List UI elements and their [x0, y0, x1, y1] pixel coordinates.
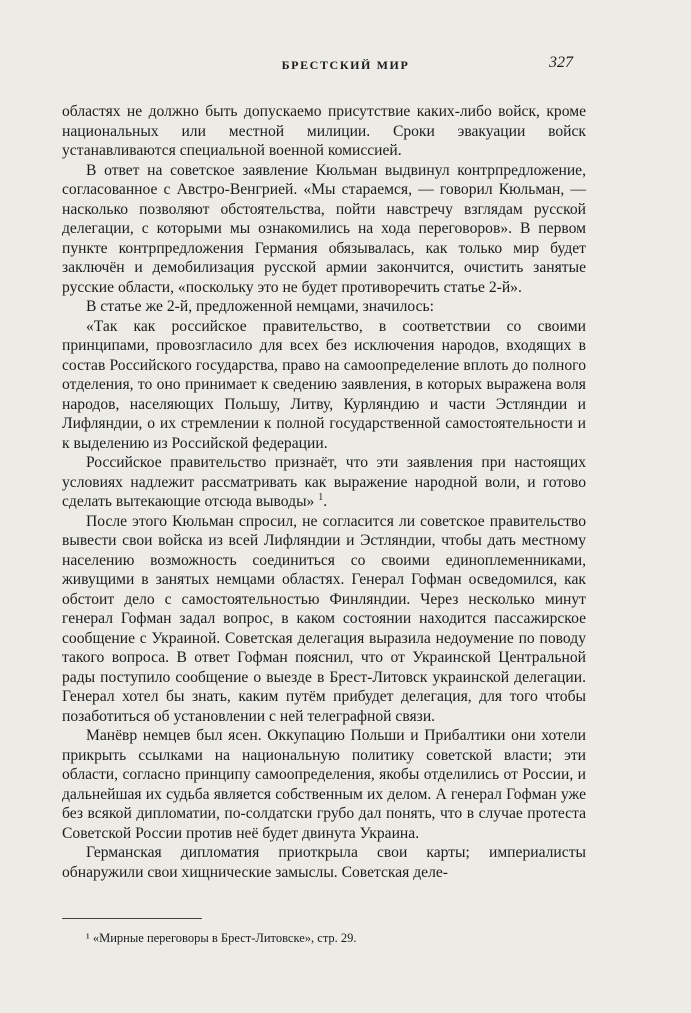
paragraph: Германская дипломатия приоткрыла свои карты; империалисты обнаружили свои хищнические замыслы. Советская деле- — [62, 844, 586, 881]
paragraph: В ответ на советское заявление Кюльман выдвинул контрпредложение, согласованное с Австро-Венгрией. «Мы стараемся, — говорил Кюльман, — насколько позволяют обстоятельства, пойти навстречу взглядам русской делегации, с которыми мы ознакомились на хода переговоров». В первом пункте контрпредложения Германия обязывалась, как только мир будет заключён и демобилизация русской армии закончится, очистить занятые русские области, «поскольку это не будет противоречить статье 2-й». — [62, 161, 586, 296]
page-number: 327 — [549, 54, 573, 71]
page-header — [0, 54, 691, 82]
footnote-divider — [62, 918, 202, 919]
paragraph: После этого Кюльман спросил, не согласится ли советское правительство вывести свои войска из всей Лифляндии и Эстляндии, чтобы дать местному населению возможность соединиться со своими единоплеменниками, живущими в занятых немцами областях. Генерал Гофман осведомился, как обстоит дело с самостоятельностью Финляндии. Через несколько минут генерал Гофман задал вопрос, в каком состоянии находится пассажирское сообщение с Украиной. Советская делегация выразила недоумение по поводу такого вопроса. В ответ Гофман пояснил, что от Украинской Центральной рады поступило сообщение о выезде в Брест-Литовск украинской делегации. Генерал хотел бы знать, каким путём прибудет делегация, для того чтобы позаботиться об установлении с ней телеграфной связи. — [62, 512, 586, 725]
paragraph: В статье же 2-й, предложенной немцами, значилось: — [86, 298, 434, 315]
footnote — [86, 930, 586, 946]
running-head: БРЕСТСКИЙ МИР — [281, 58, 410, 72]
footnote-marker: ¹ — [86, 931, 90, 945]
paragraph: областях не должно быть допускаемо присутствие каких-либо войск, кроме национальных или местной милиции. Сроки эвакуации войск устанавливаются специальной военной комиссией. — [62, 103, 586, 159]
quote-paragraph: Российское правительство признаёт, что эти заявления при настоящих условиях надлежит рассматривать как выражение народной воли, и готово сделать вытекающие отсюда выводы» $^1$. — [62, 454, 586, 510]
paragraph: Манёвр немцев был ясен. Оккупацию Польши и Прибалтики они хотели прикрыть ссылками на национальную политику советской власти; эти области, согласно принципу самоопределения, якобы отделились от России, и дальнейшая их судьба является собственным их делом. А генерал Гофман уже без всякой дипломатии, по-солдатски грубо дал понять, что в случае протеста Советской России против неё будет двинута Украина. — [62, 727, 586, 842]
body-text — [62, 102, 586, 882]
footnote-text: «Мирные переговоры в Брест-Литовске», стр. 29. — [92, 931, 357, 945]
footnote-reference: 1 — [318, 491, 324, 503]
paragraph-text: Российское правительство признаёт, что эти заявления при настоящих условиях надлежит рассматривать как выражение народной воли, и готово сделать вытекающие отсюда выводы» — [62, 454, 586, 510]
quote-paragraph: «Так как российское правительство, в соответствии со своими принципами, провозгласило для всех без исключения народов, входящих в состав Российского государства, право на самоопределение вплоть до полного отделения, то оно принимает к сведению заявления, в которых выражена воля народов, населяющих Польшу, Литву, Курляндию и части Эстляндии и Лифляндии, о их стремлении к полной государственной самостоятельности и к выделению из Российской федерации. — [62, 317, 586, 452]
